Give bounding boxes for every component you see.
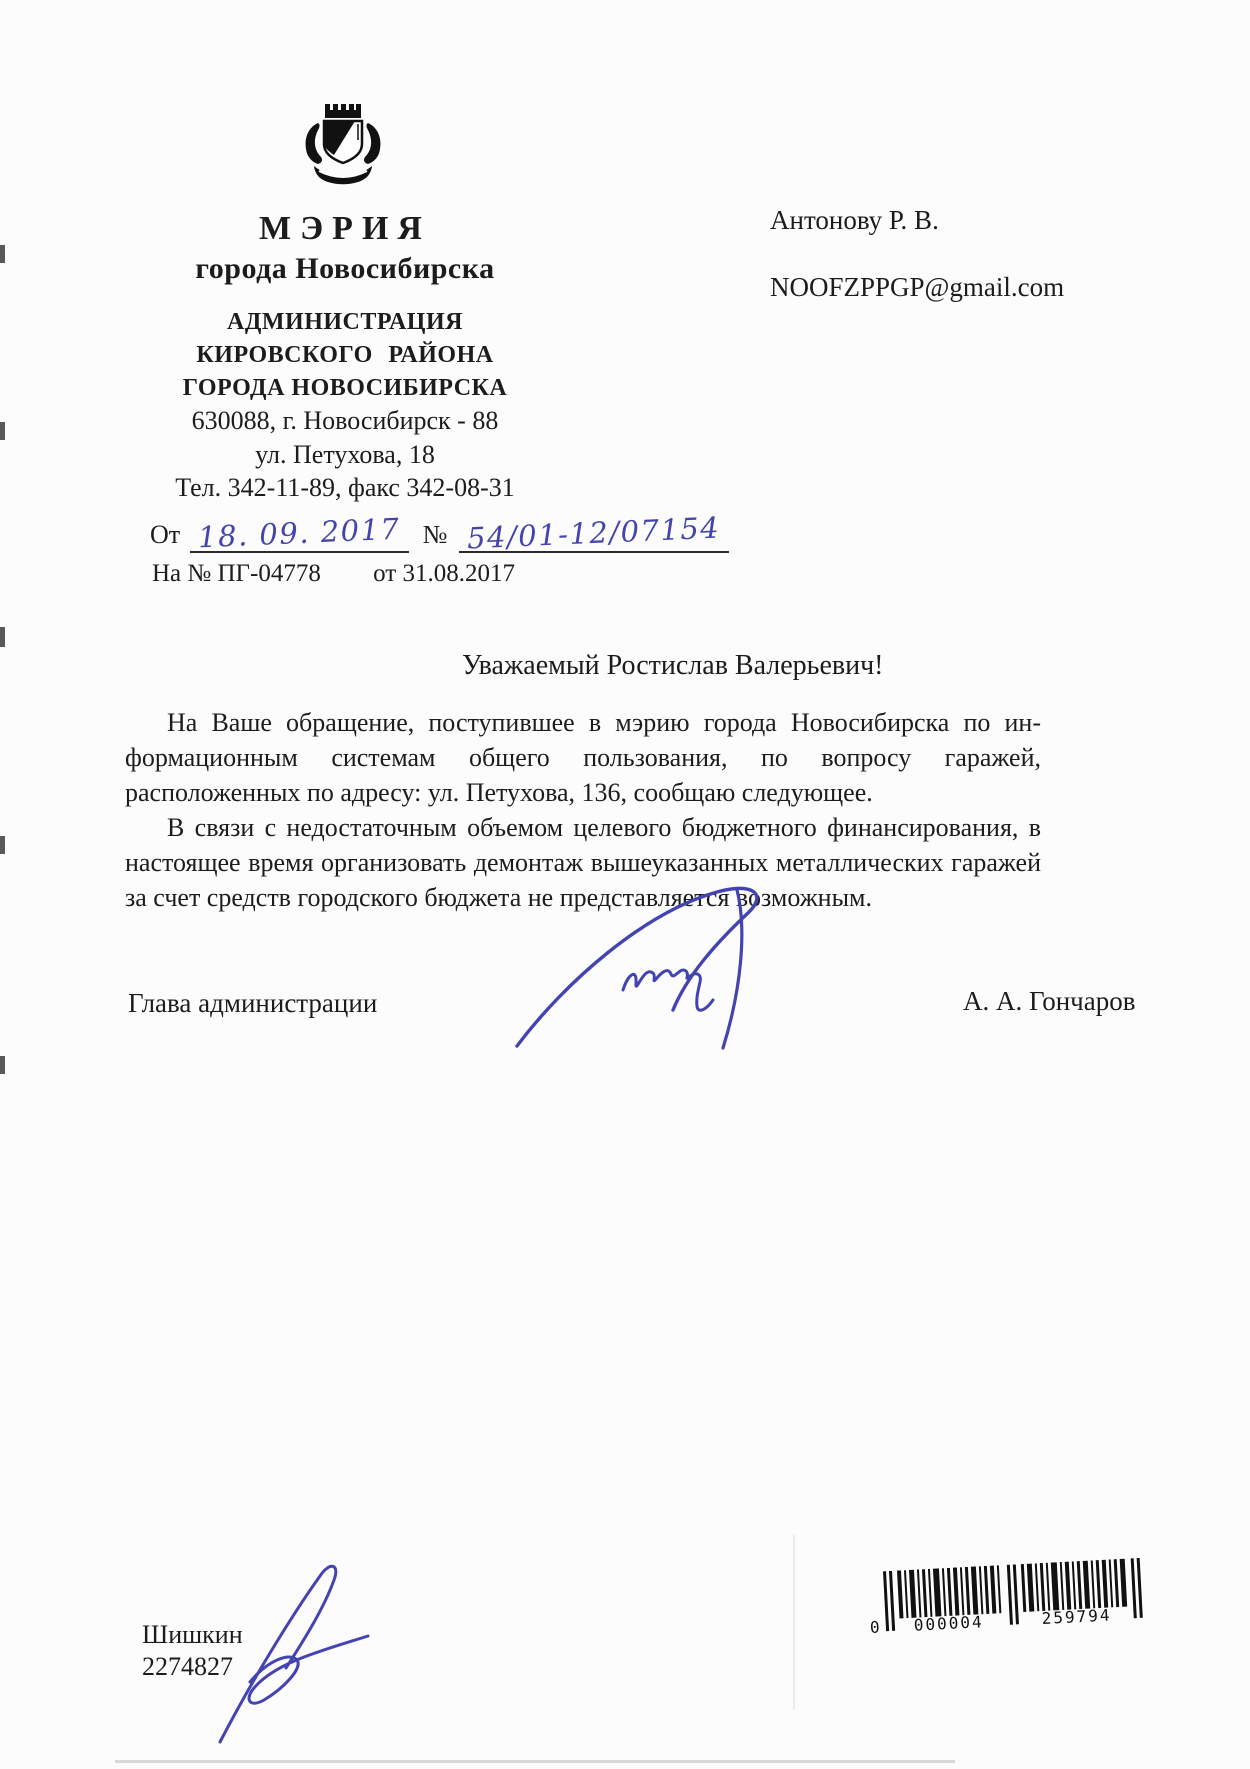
handwritten-number: 54/01-12/07154 — [466, 510, 722, 556]
scan-edge-streak — [115, 1760, 955, 1763]
department-line3: ГОРОДА НОВОСИБИРСКА — [182, 375, 508, 401]
reply-number: На № ПГ-04778 — [152, 560, 321, 587]
barcode-digits-left: 000004 — [913, 1612, 985, 1635]
scan-artifact — [0, 836, 5, 854]
reply-reference-line — [152, 560, 515, 588]
department-line2: КИРОВСКОГО РАЙОНА — [196, 342, 494, 368]
org-name-mayoralty: МЭРИЯ — [259, 210, 431, 247]
body-line: расположенных по адресу: ул. Петухова, 136, сообщаю следующее. — [125, 778, 873, 807]
body-line: На Ваше обращение, поступившее в мэрию города Новосибирска по ин- — [167, 708, 1041, 737]
signature-executor — [192, 1556, 372, 1746]
number-label: № — [422, 520, 448, 549]
barcode-digit-lead: 0 — [869, 1617, 883, 1638]
org-name-city: города Новосибирска — [195, 252, 495, 285]
scan-artifact — [0, 1056, 5, 1074]
scan-artifact — [0, 627, 5, 647]
street-address: ул. Петухова, 18 — [255, 440, 435, 469]
from-label: От — [150, 520, 181, 549]
handwritten-date: 18. 09. 2017 — [197, 511, 402, 555]
signature-goncharov — [505, 878, 840, 1063]
barcode-digits-right: 259794 — [1041, 1605, 1112, 1629]
executor-phone: 2274827 — [142, 1652, 233, 1681]
phone-fax-line: Тел. 342-11-89, факс 342-08-31 — [175, 473, 515, 502]
recipient-name: Антонову Р. В. — [770, 205, 939, 235]
scan-crease — [793, 1535, 795, 1710]
signer-title: Глава администрации — [128, 988, 378, 1018]
body-line: В связи с недостаточным объемом целевого бюджетного финансирования, в — [167, 813, 1041, 842]
postal-address: 630088, г. Новосибирск - 88 — [191, 406, 499, 435]
recipient-email: NOOFZPPGP@gmail.com — [770, 272, 1065, 302]
executor-name: Шишкин — [142, 1620, 243, 1649]
body-line: формационным системам общего пользования, по вопросу гаражей, — [125, 743, 1041, 772]
body-line: за счет средств городского бюджета не представляется возможным. — [125, 883, 873, 912]
outgoing-reference-line — [150, 510, 729, 556]
body-line: настоящее время организовать демонтаж вышеуказанных металлических гаражей — [125, 848, 1041, 877]
barcode — [867, 1557, 1167, 1667]
reply-date: от 31.08.2017 — [373, 560, 515, 587]
department-line1: АДМИНИСТРАЦИЯ — [227, 309, 463, 335]
salutation: Уважаемый Ростислав Валерьевич! — [462, 650, 884, 681]
scan-artifact — [0, 245, 5, 263]
number-underline — [459, 510, 728, 556]
signer-name: А. А. Гончаров — [963, 986, 1136, 1016]
date-underline — [190, 511, 408, 555]
department-name — [120, 306, 570, 405]
scan-artifact — [0, 422, 5, 440]
novosibirsk-coat-of-arms-icon — [296, 100, 390, 188]
